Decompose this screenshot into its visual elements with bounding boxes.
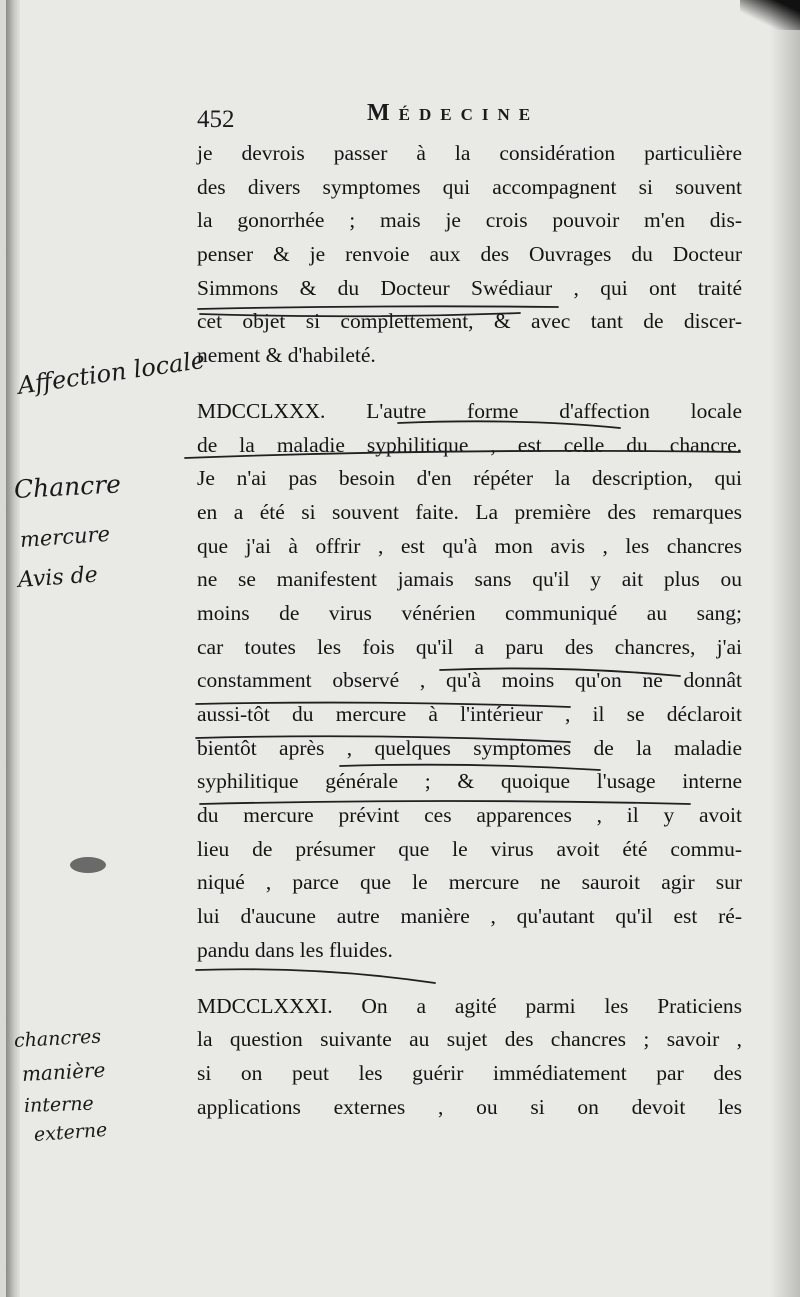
text-line: cet objet si complettement, & avec tant de discer- bbox=[197, 309, 742, 334]
underline-mark bbox=[340, 765, 600, 770]
text-line: lieu de présumer que le virus avoit été commu- bbox=[197, 836, 742, 861]
text-line: constamment observé , qu'à moins qu'on ne donnât bbox=[197, 668, 742, 693]
text-line: MDCCLXXXI. On a agité parmi les Praticiens bbox=[197, 993, 742, 1018]
text-line: des divers symptomes qui accompagnent si souvent bbox=[197, 174, 742, 199]
margin-note: Avis de bbox=[17, 562, 99, 593]
text-line: Simmons & du Docteur Swédiaur , qui ont traité bbox=[197, 275, 742, 300]
margin-note: Chancre bbox=[13, 469, 122, 504]
text-line: aussi-tôt du mercure à l'intérieur , il se déclaroit bbox=[197, 702, 742, 726]
text-line: en a été si souvent faite. La première des remarques bbox=[197, 499, 742, 524]
text-line: de la maladie syphilitique , est celle du chancre. bbox=[197, 432, 742, 457]
underline-mark bbox=[398, 421, 620, 428]
text-line: MDCCLXXX. L'autre forme d'affection locale bbox=[197, 398, 742, 423]
text-line: je devrois passer à la considération particulière bbox=[197, 141, 742, 165]
margin-note: manière bbox=[21, 1057, 106, 1086]
text-line: lui d'aucune autre manière , qu'autant qu'il est ré- bbox=[197, 904, 742, 929]
text-line: niqué , parce que le mercure ne sauroit agir sur bbox=[197, 870, 742, 895]
margin-note: mercure bbox=[19, 521, 111, 552]
text-line: syphilitique générale ; & quoique l'usage interne bbox=[197, 769, 742, 794]
text-line: moins de virus vénérien communiqué au sang; bbox=[197, 600, 742, 625]
underline-mark bbox=[440, 668, 680, 676]
text-line: du mercure prévint ces apparences , il y avoit bbox=[197, 803, 742, 828]
text-line: Je n'ai pas besoin d'en répéter la description, qui bbox=[197, 466, 742, 491]
text-line: ne se manifestent jamais sans qu'il y ait plus ou bbox=[197, 567, 742, 592]
text-line: si on peut les guérir immédiatement par des bbox=[197, 1060, 742, 1085]
page-number: 452 bbox=[197, 106, 235, 133]
text-line: car toutes les fois qu'il a paru des chancres, j'ai bbox=[197, 634, 742, 659]
text-line: que j'ai à offrir , est qu'à mon avis , les chancres bbox=[197, 533, 742, 558]
text-line: la gonorrhée ; mais je crois pouvoir m'en dis- bbox=[197, 208, 742, 233]
underline-mark bbox=[196, 969, 435, 983]
underline-mark bbox=[200, 801, 690, 804]
text-line: la question suivante au sujet des chancres ; savoir , bbox=[197, 1027, 742, 1052]
underline-mark bbox=[196, 736, 570, 742]
margin-note: Affection locale bbox=[16, 345, 207, 400]
running-title: Médecine bbox=[367, 100, 540, 126]
underline-mark bbox=[200, 313, 520, 316]
text-line: pandu dans les fluides. bbox=[197, 937, 393, 962]
text-line: penser & je renvoie aux des Ouvrages du Docteur bbox=[197, 242, 742, 267]
text-line: applications externes , ou si on devoit les bbox=[197, 1094, 742, 1119]
ink-blot bbox=[58, 845, 118, 885]
underline-mark bbox=[198, 306, 558, 309]
text-line: bientôt après , quelques symptomes de la maladie bbox=[197, 735, 742, 760]
underline-mark bbox=[185, 451, 740, 458]
margin-note: chancres bbox=[13, 1025, 102, 1052]
margin-note: interne bbox=[23, 1092, 95, 1117]
text-line: nement & d'habileté. bbox=[197, 343, 376, 368]
margin-note: externe bbox=[33, 1118, 108, 1146]
underline-mark bbox=[196, 703, 570, 707]
